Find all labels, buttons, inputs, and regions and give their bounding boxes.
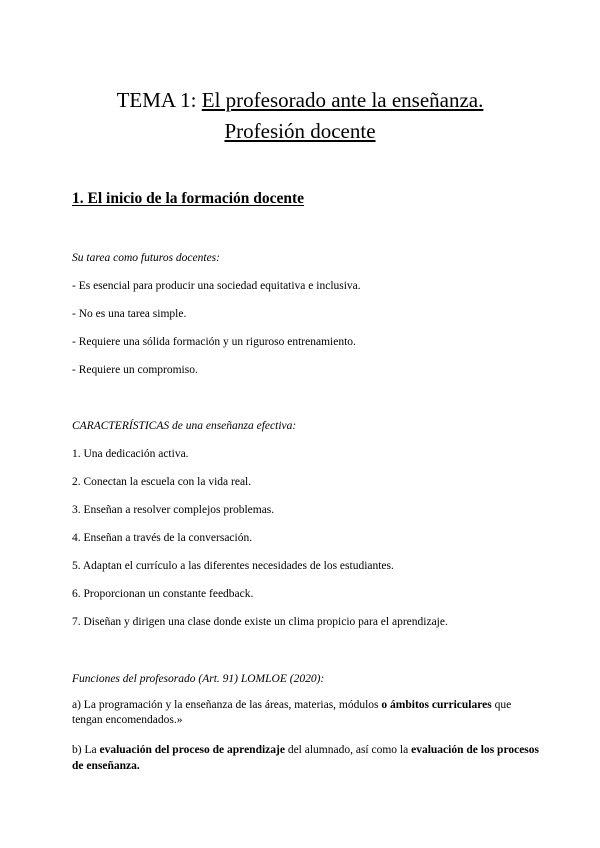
characteristic-item: 5. Adaptan el currículo a las diferentes necesidades de los estudiantes. <box>72 560 394 572</box>
characteristic-item: 6. Proporcionan un constante feedback. <box>72 588 254 600</box>
task-item: - Requiere un compromiso. <box>72 364 198 376</box>
task-item: - Es esencial para producir una sociedad equitativa e inclusiva. <box>72 280 361 292</box>
task-item: - No es una tarea simple. <box>72 308 187 320</box>
title-main: El profesorado ante la enseñanza. <box>201 88 484 112</box>
section-heading: 1. El inicio de la formación docente <box>72 190 305 207</box>
page-title-line-2 <box>0 119 600 143</box>
function-a <box>72 698 542 728</box>
characteristic-item: 1. Una dedicación activa. <box>72 448 189 460</box>
task-item: - Requiere una sólida formación y un riguroso entrenamiento. <box>72 336 356 348</box>
page-title-line-1 <box>0 88 600 112</box>
characteristic-item: 4. Enseñan a través de la conversación. <box>72 532 253 544</box>
function-a-text-2: que tengan encomendados.» <box>72 699 512 726</box>
functions-intro: Funciones del profesorado (Art. 91) LOMLOE (2020): <box>72 673 325 685</box>
function-a-bold: o ámbitos curriculares <box>381 699 492 711</box>
function-b-bold-1: evaluación del proceso de aprendizaje <box>99 744 285 756</box>
function-b <box>72 742 542 774</box>
function-b-text-1: b) La <box>72 744 100 756</box>
function-b-text-2: del alumnado, así como la <box>284 744 412 756</box>
characteristic-item: 3. Enseñan a resolver complejos problemas. <box>72 504 275 516</box>
tasks-intro: Su tarea como futuros docentes: <box>72 252 220 264</box>
title-prefix: TEMA 1: <box>116 88 202 112</box>
characteristic-item: 7. Diseñan y dirigen una clase donde existe un clima propicio para el aprendizaje. <box>72 616 448 628</box>
characteristics-intro: CARACTERÍSTICAS de una enseñanza efectiva: <box>72 420 297 432</box>
function-a-text-1: a) La programación y la enseñanza de las áreas, materias, módulos <box>72 699 382 711</box>
characteristic-item: 2. Conectan la escuela con la vida real. <box>72 476 252 488</box>
title-subtitle: Profesión docente <box>224 119 376 143</box>
function-b-bold-2: evaluación de los procesos de enseñanza. <box>72 744 539 772</box>
